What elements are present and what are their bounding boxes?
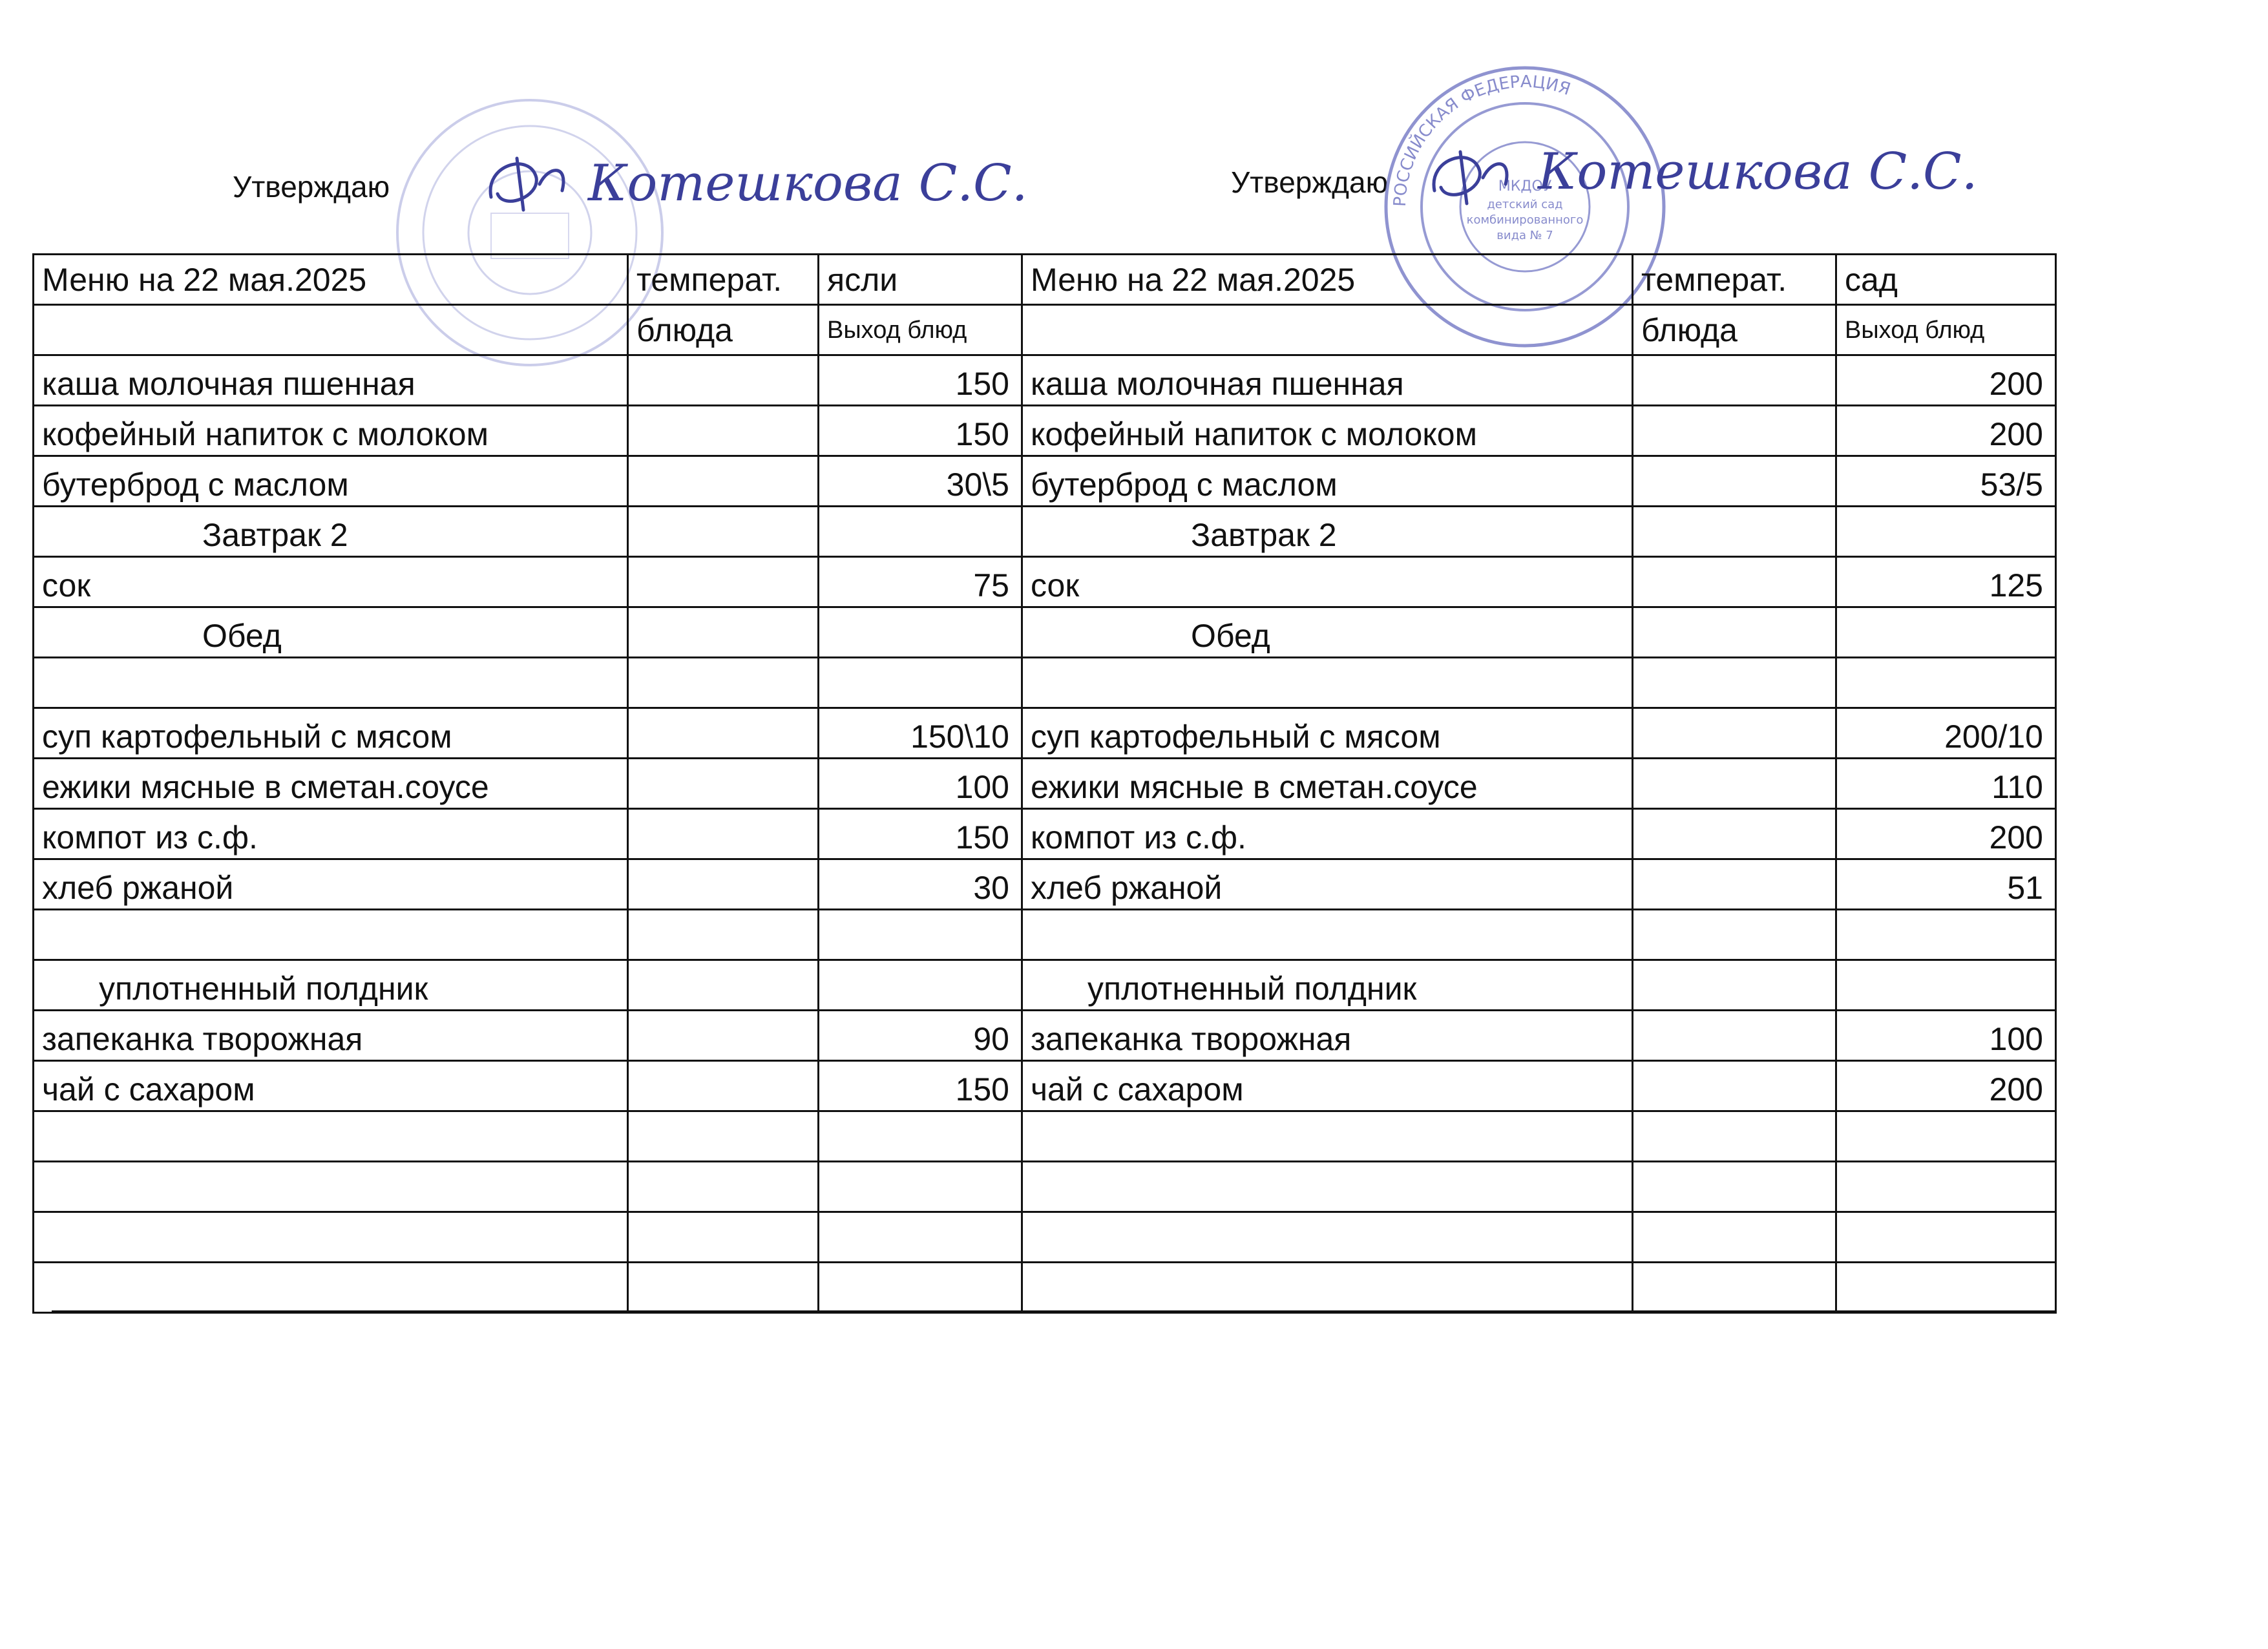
portion-garden [1836, 1111, 2056, 1162]
temp-header-left: температ. [628, 255, 819, 305]
table-row [34, 1263, 2056, 1313]
portion-nursery [819, 1111, 1022, 1162]
portion-garden [1836, 507, 2056, 557]
temp-cell-nursery [628, 456, 819, 507]
table-row [34, 859, 2056, 910]
dish-name-nursery: Обед [34, 607, 628, 658]
portion-garden: 100 [1836, 1011, 2056, 1061]
dish-name-garden: чай с сахаром [1022, 1061, 1633, 1111]
dish-name-nursery: запеканка творожная [34, 1011, 628, 1061]
dish-name-garden [1022, 910, 1633, 960]
dish-name-nursery [34, 1212, 628, 1263]
portion-garden [1836, 910, 2056, 960]
portion-nursery [819, 960, 1022, 1011]
dish-name-garden: ежики мясные в сметан.соусе [1022, 759, 1633, 809]
temp-cell-garden [1633, 1111, 1836, 1162]
approve-label-left: Утверждаю [233, 170, 390, 204]
dish-name-nursery: Завтрак 2 [34, 507, 628, 557]
temp-cell-garden [1633, 355, 1836, 406]
table-row [34, 708, 2056, 759]
portion-nursery: 150\10 [819, 708, 1022, 759]
stamp-arc-text: РОССИЙСКАЯ ФЕДЕРАЦИЯ [1390, 72, 1573, 207]
dish-name-garden [1022, 1212, 1633, 1263]
portion-nursery: 100 [819, 759, 1022, 809]
table-header-row [34, 255, 2056, 305]
temp-cell-garden [1633, 759, 1836, 809]
group-header-garden: сад [1836, 255, 2056, 305]
table-row [34, 1212, 2056, 1263]
temp-cell-garden [1633, 607, 1836, 658]
dish-name-garden [1022, 1111, 1633, 1162]
dish-name-garden: компот из с.ф. [1022, 809, 1633, 859]
dish-name-garden [1022, 1162, 1633, 1212]
temp-cell-nursery [628, 658, 819, 708]
temp-cell-nursery [628, 1212, 819, 1263]
dish-name-garden: кофейный напиток с молоком [1022, 406, 1633, 456]
temp-cell-garden [1633, 406, 1836, 456]
temp-cell-nursery [628, 910, 819, 960]
bottom-rule [52, 1310, 2055, 1313]
table-row [34, 456, 2056, 507]
signature-left [478, 139, 1028, 223]
output-header-left: Выход блюд [819, 305, 1022, 355]
svg-text:Котешкова С.С.: Котешкова С.С. [588, 154, 1028, 213]
group-header-nursery: ясли [819, 255, 1022, 305]
dish-name-garden [1022, 658, 1633, 708]
dish-name-nursery [34, 1162, 628, 1212]
portion-nursery: 150 [819, 355, 1022, 406]
temp-cell-nursery [628, 507, 819, 557]
dish-name-nursery [34, 658, 628, 708]
table-row [34, 355, 2056, 406]
dish-name-garden: каша молочная пшенная [1022, 355, 1633, 406]
svg-text:Котешкова С.С.: Котешкова С.С. [1538, 143, 1978, 201]
temp-cell-nursery [628, 708, 819, 759]
temp-subheader-right: блюда [1633, 305, 1836, 355]
portion-garden: 200/10 [1836, 708, 2056, 759]
portion-nursery [819, 658, 1022, 708]
dish-name-garden: сок [1022, 557, 1633, 607]
temp-cell-garden [1633, 1162, 1836, 1212]
menu-title-left: Меню на 22 мая.2025 [34, 255, 628, 305]
table-row [34, 809, 2056, 859]
table-subheader-row [34, 305, 2056, 355]
temp-cell-garden [1633, 1011, 1836, 1061]
dish-name-nursery: чай с сахаром [34, 1061, 628, 1111]
dish-name-garden: бутерброд с маслом [1022, 456, 1633, 507]
portion-garden: 200 [1836, 406, 2056, 456]
dish-name-nursery: компот из с.ф. [34, 809, 628, 859]
table-row [34, 759, 2056, 809]
portion-garden [1836, 658, 2056, 708]
dish-name-garden [1022, 1263, 1633, 1313]
portion-garden: 53/5 [1836, 456, 2056, 507]
portion-garden: 200 [1836, 809, 2056, 859]
portion-nursery: 75 [819, 557, 1022, 607]
portion-nursery: 30 [819, 859, 1022, 910]
temp-cell-garden [1633, 1263, 1836, 1313]
portion-garden: 200 [1836, 355, 2056, 406]
portion-nursery [819, 910, 1022, 960]
portion-garden [1836, 607, 2056, 658]
table-row [34, 507, 2056, 557]
temp-cell-garden [1633, 708, 1836, 759]
dish-name-garden: запеканка творожная [1022, 1011, 1633, 1061]
table-row [34, 607, 2056, 658]
portion-nursery: 30\5 [819, 456, 1022, 507]
svg-text:МКДОУ: МКДОУ [1498, 178, 1552, 194]
portion-garden [1836, 1263, 2056, 1313]
temp-cell-nursery [628, 809, 819, 859]
signature-right [1422, 129, 1977, 213]
table-row [34, 406, 2056, 456]
temp-cell-garden [1633, 658, 1836, 708]
portion-garden: 125 [1836, 557, 2056, 607]
dish-name-nursery: хлеб ржаной [34, 859, 628, 910]
temp-subheader-left: блюда [628, 305, 819, 355]
table-row [34, 910, 2056, 960]
table-row [34, 1011, 2056, 1061]
portion-garden: 200 [1836, 1061, 2056, 1111]
menu-table [32, 253, 2057, 1314]
dish-name-nursery: бутерброд с маслом [34, 456, 628, 507]
output-header-right: Выход блюд [1836, 305, 2056, 355]
portion-nursery [819, 1162, 1022, 1212]
dish-name-nursery [34, 1111, 628, 1162]
dish-name-nursery [34, 910, 628, 960]
temp-cell-nursery [628, 1162, 819, 1212]
portion-garden [1836, 1212, 2056, 1263]
table-row [34, 1162, 2056, 1212]
temp-cell-garden [1633, 859, 1836, 910]
dish-name-nursery: ежики мясные в сметан.соусе [34, 759, 628, 809]
dish-name-nursery: уплотненный полдник [34, 960, 628, 1011]
temp-cell-garden [1633, 456, 1836, 507]
table-row [34, 557, 2056, 607]
dish-name-nursery: каша молочная пшенная [34, 355, 628, 406]
portion-garden: 51 [1836, 859, 2056, 910]
portion-nursery [819, 607, 1022, 658]
temp-cell-garden [1633, 910, 1836, 960]
temp-cell-nursery [628, 960, 819, 1011]
table-row [34, 1111, 2056, 1162]
temp-cell-nursery [628, 1111, 819, 1162]
temp-cell-nursery [628, 759, 819, 809]
svg-text:комбинированного: комбинированного [1466, 213, 1584, 227]
dish-name-garden: Завтрак 2 [1022, 507, 1633, 557]
temp-cell-garden [1633, 960, 1836, 1011]
menu-title-right: Меню на 22 мая.2025 [1022, 255, 1633, 305]
dish-name-garden: хлеб ржаной [1022, 859, 1633, 910]
temp-cell-garden [1633, 809, 1836, 859]
dish-name-garden: Обед [1022, 607, 1633, 658]
temp-cell-nursery [628, 1011, 819, 1061]
dish-name-nursery [34, 1263, 628, 1313]
portion-nursery: 150 [819, 1061, 1022, 1111]
temp-cell-nursery [628, 1263, 819, 1313]
approve-label-right: Утверждаю [1231, 165, 1389, 199]
portion-nursery: 150 [819, 809, 1022, 859]
temp-cell-nursery [628, 607, 819, 658]
portion-garden [1836, 1162, 2056, 1212]
portion-nursery [819, 1263, 1022, 1313]
dish-name-nursery: кофейный напиток с молоком [34, 406, 628, 456]
temp-cell-nursery [628, 355, 819, 406]
temp-cell-nursery [628, 859, 819, 910]
temp-cell-garden [1633, 1212, 1836, 1263]
svg-text:детский сад: детский сад [1487, 198, 1563, 211]
temp-header-right: температ. [1633, 255, 1836, 305]
temp-cell-garden [1633, 507, 1836, 557]
portion-nursery [819, 507, 1022, 557]
dish-name-nursery: суп картофельный с мясом [34, 708, 628, 759]
temp-cell-nursery [628, 1061, 819, 1111]
portion-nursery: 150 [819, 406, 1022, 456]
table-row [34, 960, 2056, 1011]
portion-nursery [819, 1212, 1022, 1263]
portion-garden: 110 [1836, 759, 2056, 809]
temp-cell-garden [1633, 557, 1836, 607]
svg-text:вида № 7: вида № 7 [1496, 229, 1553, 242]
temp-cell-garden [1633, 1061, 1836, 1111]
dish-name-garden: суп картофельный с мясом [1022, 708, 1633, 759]
dish-name-garden: уплотненный полдник [1022, 960, 1633, 1011]
temp-cell-nursery [628, 557, 819, 607]
portion-nursery: 90 [819, 1011, 1022, 1061]
temp-cell-nursery [628, 406, 819, 456]
table-row [34, 658, 2056, 708]
table-row [34, 1061, 2056, 1111]
dish-name-nursery: сок [34, 557, 628, 607]
portion-garden [1836, 960, 2056, 1011]
